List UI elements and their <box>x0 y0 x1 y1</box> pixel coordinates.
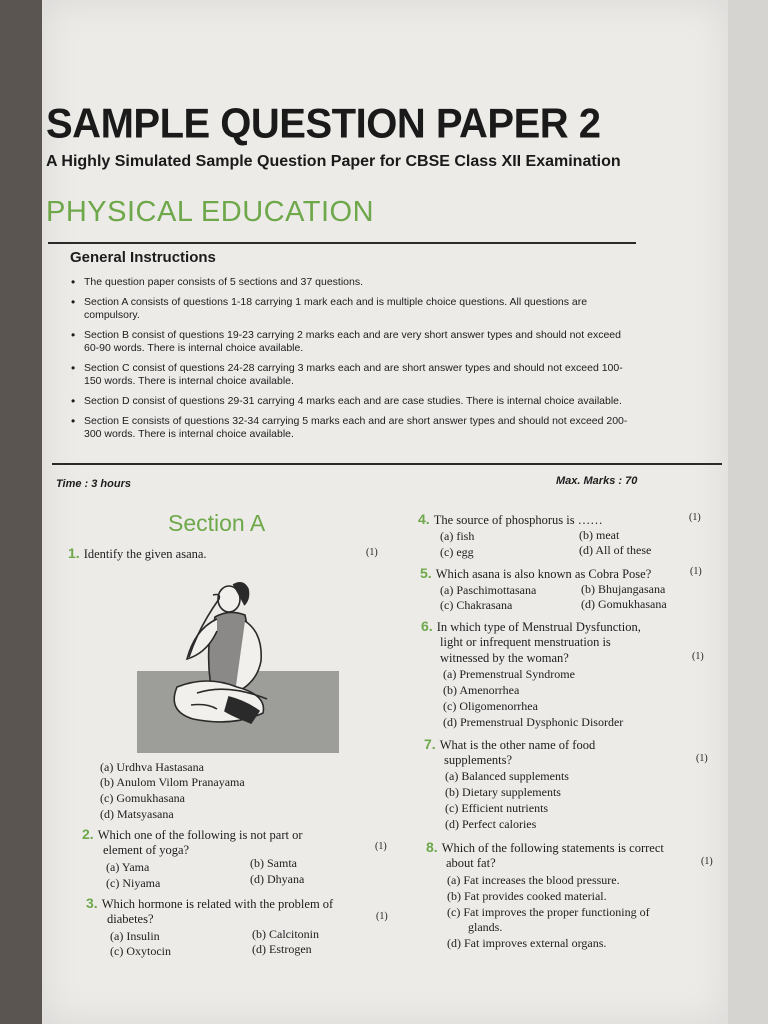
marks: (1) <box>366 547 378 558</box>
question-8-cont: about fat? <box>446 856 496 870</box>
option-b: (b) Bhujangasana <box>581 582 666 596</box>
option-c: (c) Efficient nutrients <box>445 801 549 815</box>
option-d: (d) Fat improves external organs. <box>447 936 607 950</box>
option-c: (c) Chakrasana <box>440 598 513 612</box>
question-number: 7. <box>424 736 436 752</box>
question-text: What is the other name of food <box>439 738 596 752</box>
option-c: (c) egg <box>440 545 474 559</box>
question-6-cont: light or infrequent menstruation is <box>440 635 611 649</box>
question-text: Which hormone is related with the problem of <box>101 897 334 911</box>
option-a: (a) Fat increases the blood pressure. <box>447 873 620 887</box>
question-3-cont: diabetes? <box>107 912 154 926</box>
option-c: (c) Oligomenorrhea <box>443 699 538 713</box>
time-label: Time : 3 hours <box>56 478 131 490</box>
option-b: (b) Amenorrhea <box>443 683 520 697</box>
question-number: 3. <box>86 895 98 911</box>
option-c: (c) Fat improves the proper functioning of <box>447 905 650 919</box>
question-8 <box>426 839 664 856</box>
option-b: (b) Dietary supplements <box>445 785 561 799</box>
option-a: (a) Urdhva Hastasana <box>100 760 204 774</box>
max-marks-label: Max. Marks : 70 <box>556 475 638 487</box>
marks: (1) <box>690 566 702 577</box>
question-4 <box>418 511 603 528</box>
instruction-item: • Section A consists of questions 1-18 carrying 1 mark each and is multiple choice questions. All questions are compulsory. <box>70 296 630 322</box>
question-number: 6. <box>421 618 433 634</box>
option-a: (a) Balanced supplements <box>445 769 569 783</box>
question-2 <box>82 826 303 843</box>
question-text: Which one of the following is not part or <box>97 828 303 842</box>
subject-heading: PHYSICAL EDUCATION <box>46 196 375 228</box>
question-text: The source of phosphorus is …… <box>433 513 603 527</box>
section-a-heading: Section A <box>168 510 266 536</box>
option-c-cont: glands. <box>468 920 503 934</box>
option-d: (d) All of these <box>579 543 652 557</box>
question-1 <box>68 545 207 562</box>
question-7 <box>424 736 595 753</box>
question-number: 1. <box>68 545 80 561</box>
asana-illustration <box>137 575 339 753</box>
person-figure <box>174 583 267 723</box>
marks: (1) <box>696 753 708 764</box>
option-a: (a) Paschimottasana <box>440 583 537 597</box>
question-6-cont: witnessed by the woman? <box>440 651 569 665</box>
question-text: In which type of Menstrual Dysfunction, <box>436 620 641 634</box>
question-3 <box>86 895 333 912</box>
question-number: 4. <box>418 511 430 527</box>
marks: (1) <box>689 512 701 523</box>
paper-title: SAMPLE QUESTION PAPER 2 <box>46 100 601 148</box>
question-text: Identify the given asana. <box>83 547 207 561</box>
question-5 <box>420 565 651 582</box>
instructions-heading: General Instructions <box>70 249 216 266</box>
option-a: (a) Premenstrual Syndrome <box>443 667 575 681</box>
option-b: (b) Fat provides cooked material. <box>447 889 607 903</box>
option-a: (a) fish <box>440 529 475 543</box>
question-text: Which asana is also known as Cobra Pose? <box>435 567 652 581</box>
instruction-item: • Section E consists of questions 32-34 carrying 5 marks each and are short answer types and should not exceed 200-300 words. There is internal choice available. <box>70 415 630 441</box>
option-d: (d) Estrogen <box>252 942 312 956</box>
option-d: (d) Matsyasana <box>100 807 174 821</box>
question-number: 5. <box>420 565 432 581</box>
question-number: 8. <box>426 839 438 855</box>
option-d: (d) Gomukhasana <box>581 597 667 611</box>
option-a: (a) Yama <box>106 860 150 874</box>
instruction-item: • Section C consist of questions 24-28 carrying 3 marks each and are short answer types and should not exceed 100-150 words. There is internal choice available. <box>70 362 630 388</box>
instruction-item: • Section B consist of questions 19-23 carrying 2 marks each and are very short answer types and should not exceed 60-90 words. There is internal choice available. <box>70 329 630 355</box>
option-b: (b) Anulom Vilom Pranayama <box>100 775 245 789</box>
marks: (1) <box>375 841 387 852</box>
option-b: (b) Samta <box>250 856 297 870</box>
instruction-item: • Section D consist of questions 29-31 carrying 4 marks each and are case studies. There is internal choice available. <box>70 395 630 408</box>
option-d: (d) Premenstrual Dysphonic Disorder <box>443 715 624 729</box>
marks: (1) <box>692 651 704 662</box>
marks: (1) <box>701 856 713 867</box>
question-number: 2. <box>82 826 94 842</box>
adjacent-page-edge <box>728 0 768 1024</box>
instructions-list <box>70 276 630 448</box>
paper-subtitle: A Highly Simulated Sample Question Paper for CBSE Class XII Examination <box>46 153 621 170</box>
option-c: (c) Gomukhasana <box>100 791 185 805</box>
option-c: (c) Oxytocin <box>110 944 171 958</box>
option-b: (b) meat <box>579 528 620 542</box>
question-6 <box>421 618 641 635</box>
divider-top <box>48 242 636 244</box>
option-c: (c) Niyama <box>106 876 161 890</box>
marks: (1) <box>376 911 388 922</box>
question-7-cont: supplements? <box>444 753 513 767</box>
question-2-cont: element of yoga? <box>103 843 190 857</box>
question-text: Which of the following statements is correct <box>441 841 664 855</box>
option-d: (d) Perfect calories <box>445 817 537 831</box>
option-a: (a) Insulin <box>110 929 160 943</box>
option-b: (b) Calcitonin <box>252 927 319 941</box>
instruction-item: • The question paper consists of 5 sections and 37 questions. <box>70 276 630 289</box>
divider-bottom <box>52 463 722 465</box>
option-d: (d) Dhyana <box>250 872 305 886</box>
